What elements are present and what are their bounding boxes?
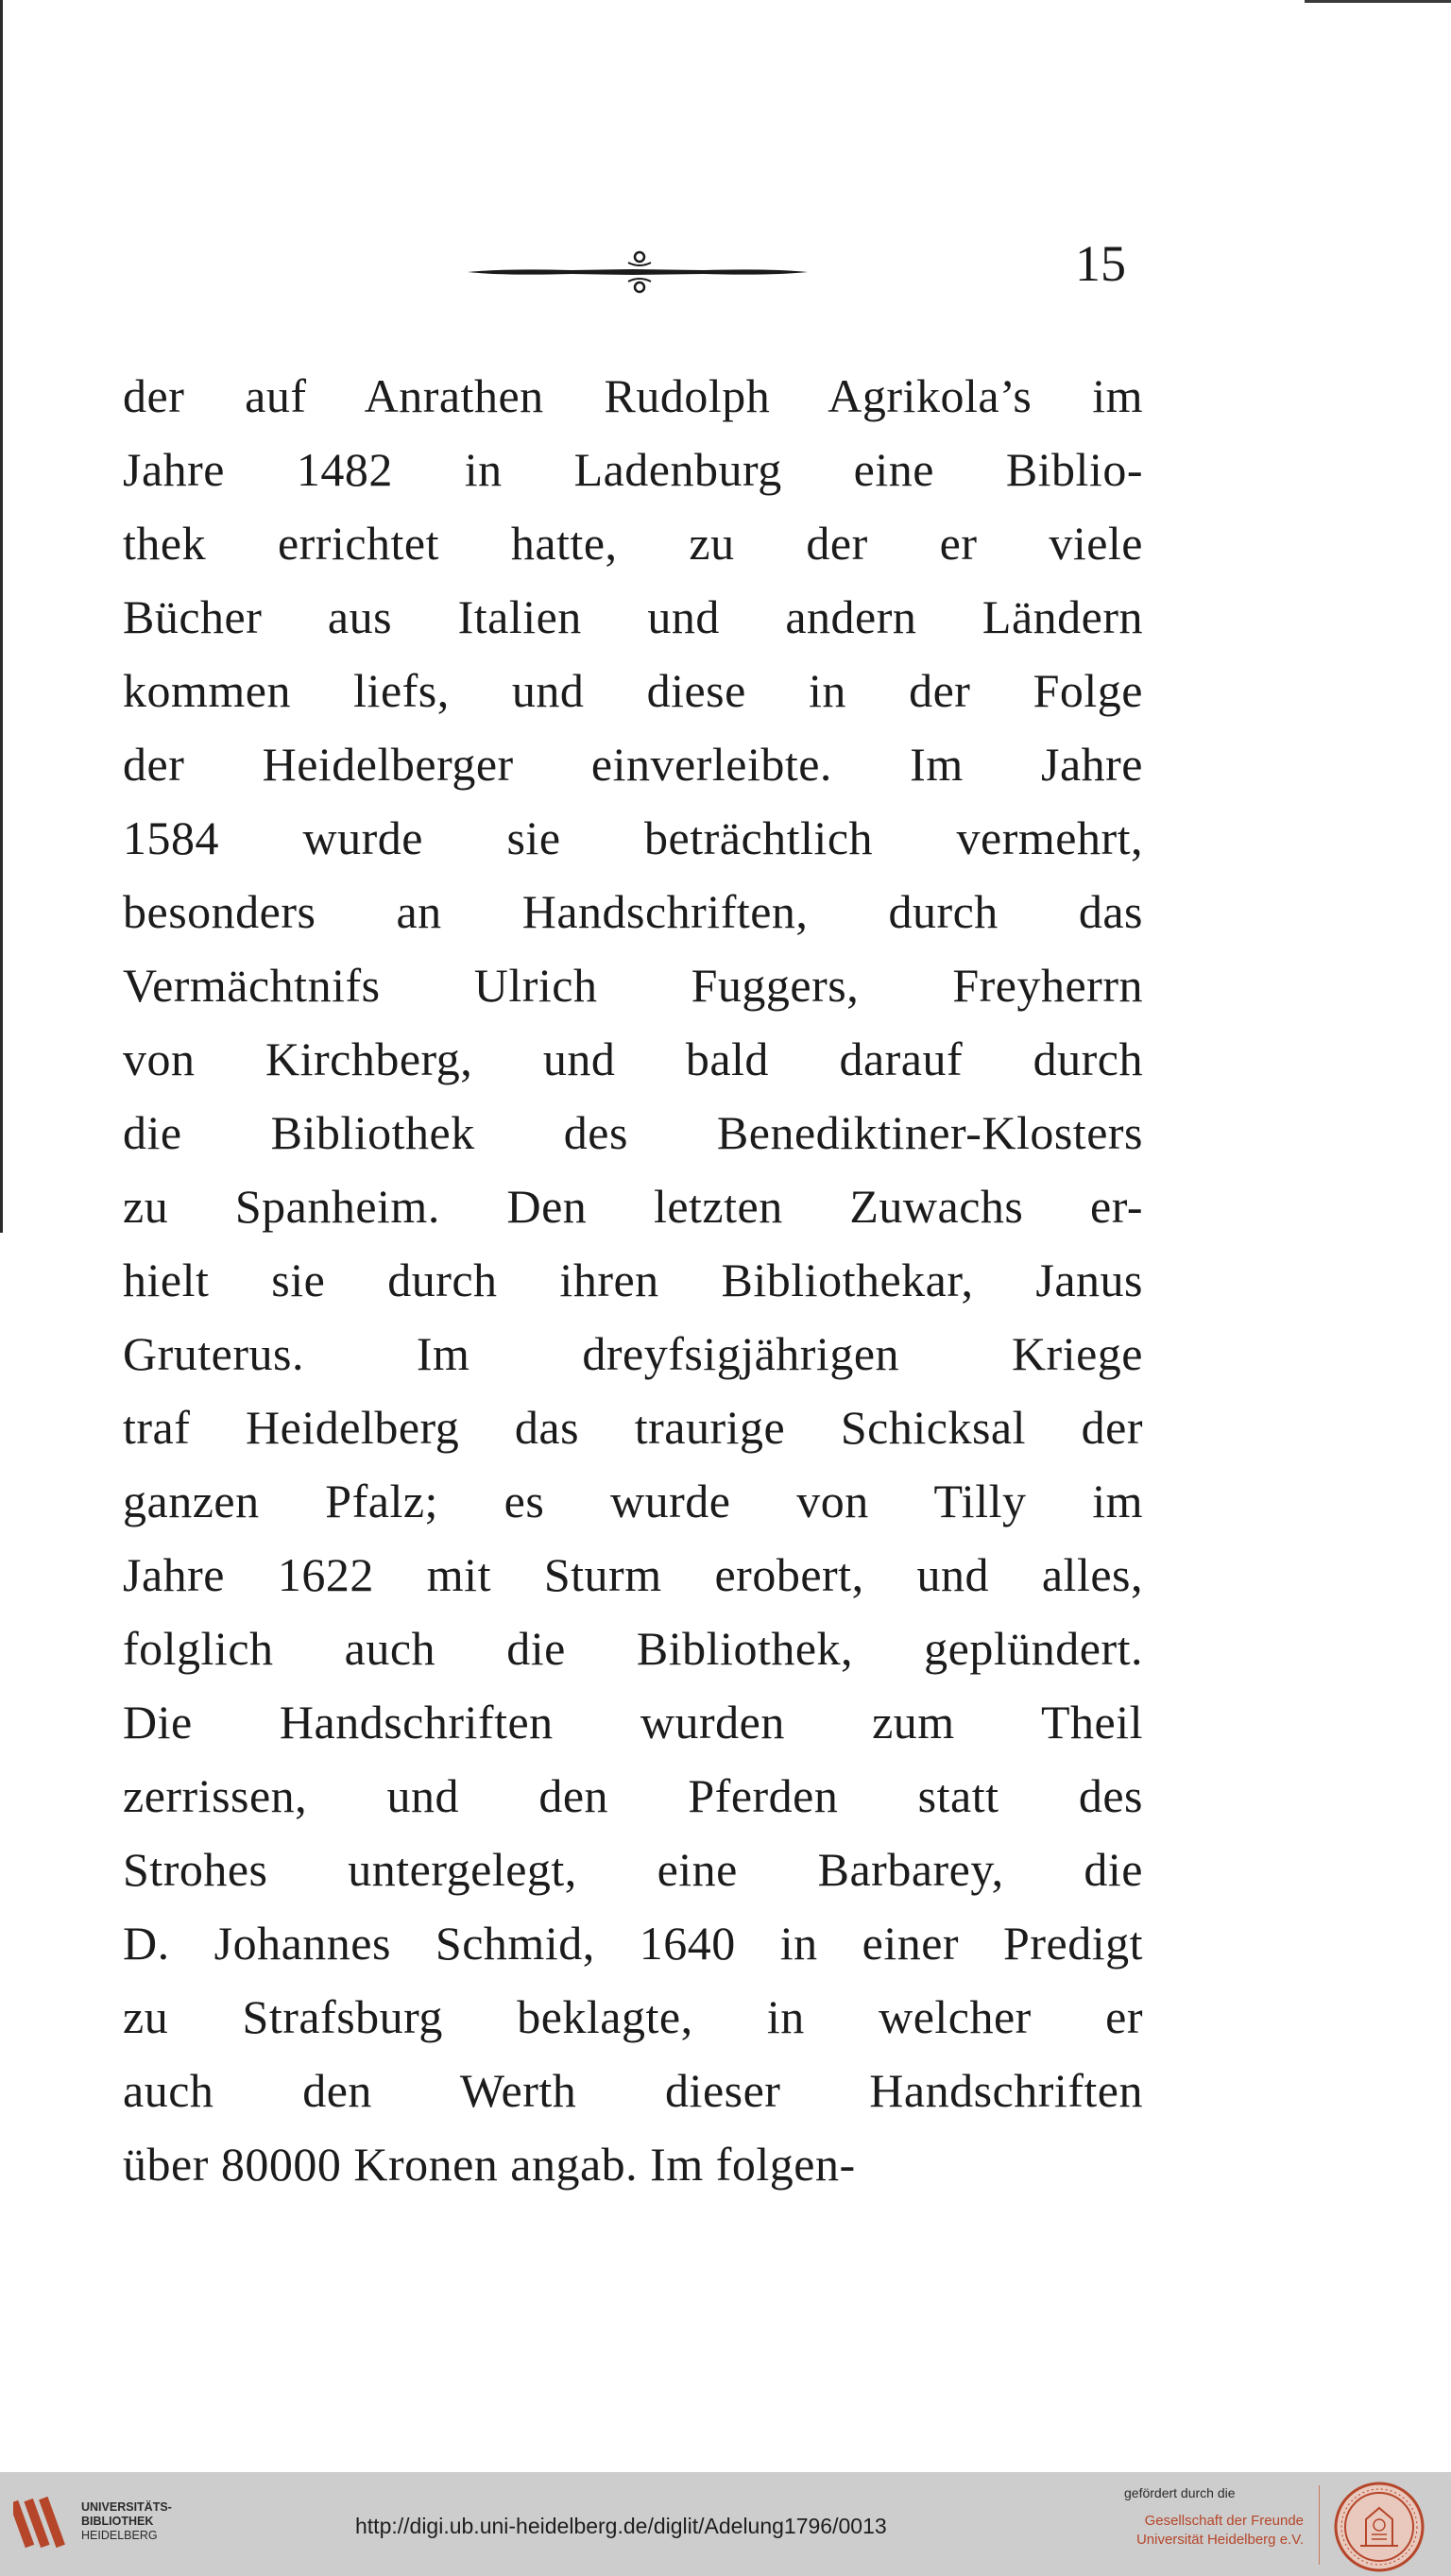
text-line: über 80000 Kronen angab. Im folgen- (123, 2138, 856, 2191)
text-line: Bücher aus Italien und andern Ländern (123, 590, 1143, 643)
text-line: auch den Werth dieser Handschriften (123, 2064, 1143, 2117)
footer-divider (1319, 2485, 1320, 2565)
scan-edge-left (0, 0, 3, 1233)
library-name (81, 2500, 172, 2543)
sponsor-name-line: Universität Heidelberg e.V. (1135, 2532, 1304, 2548)
text-line: Jahre 1482 in Ladenburg eine Biblio- (123, 443, 1143, 496)
text-line: von Kirchberg, und bald darauf durch (123, 1032, 1143, 1085)
library-logo-icon (13, 2493, 70, 2557)
library-name-line: UNIVERSITÄTS- (81, 2500, 172, 2514)
text-line: Strohes untergelegt, eine Barbarey, die (123, 1843, 1143, 1896)
body-text (123, 359, 1143, 2201)
text-line: thek errichtet hatte, zu der er viele (123, 517, 1143, 570)
text-line: besonders an Handschriften, durch das (123, 885, 1143, 938)
text-line: Vermächtnifs Ulrich Fuggers, Freyherrn (123, 959, 1143, 1012)
text-line: D. Johannes Schmid, 1640 in einer Predigt (123, 1917, 1143, 1970)
sponsor-name (1124, 2512, 1304, 2550)
text-line: ganzen Pfalz; es wurde von Tilly im (123, 1475, 1143, 1527)
text-line: der Heidelberger einverleibte. Im Jahre (123, 738, 1143, 791)
text-line: folglich auch die Bibliothek, geplündert. (123, 1622, 1143, 1675)
text-line: kommen liefs, und diese in der Folge (123, 664, 1143, 717)
text-line: zu Spanheim. Den letzten Zuwachs er- (123, 1180, 1143, 1233)
sponsor-name-line: Gesellschaft der Freunde (1144, 2513, 1304, 2529)
text-line: traf Heidelberg das traurige Schicksal der (123, 1401, 1143, 1454)
ornament-divider (468, 247, 808, 295)
text-line: hielt sie durch ihren Bibliothekar, Janus (123, 1254, 1143, 1306)
permalink-url[interactable]: http://digi.ub.uni-heidelberg.de/diglit/Adelung1796/0013 (355, 2514, 887, 2538)
university-seal-icon (1332, 2480, 1426, 2574)
text-line: der auf Anrathen Rudolph Agrikola’s im (123, 369, 1143, 422)
footer-banner (0, 2472, 1451, 2576)
text-line: Jahre 1622 mit Sturm erobert, und alles, (123, 1548, 1143, 1601)
library-name-line: BIBLIOTHEK (81, 2515, 154, 2528)
library-name-line: HEIDELBERG (81, 2529, 158, 2542)
text-line: 1584 wurde sie beträchtlich vermehrt, (123, 811, 1143, 864)
text-line: Gruterus. Im dreyfsigjährigen Kriege (123, 1327, 1143, 1380)
sponsor-label: gefördert durch die (1124, 2485, 1236, 2500)
text-line: Die Handschriften wurden zum Theil (123, 1696, 1143, 1749)
text-line: zerrissen, und den Pferden statt des (123, 1769, 1143, 1822)
text-line: zu Strafsburg beklagte, in welcher er (123, 1990, 1143, 2043)
text-line: die Bibliothek des Benediktiner-Klosters (123, 1106, 1143, 1159)
page-number: 15 (1075, 235, 1126, 292)
scan-edge-top-right (1305, 0, 1451, 3)
